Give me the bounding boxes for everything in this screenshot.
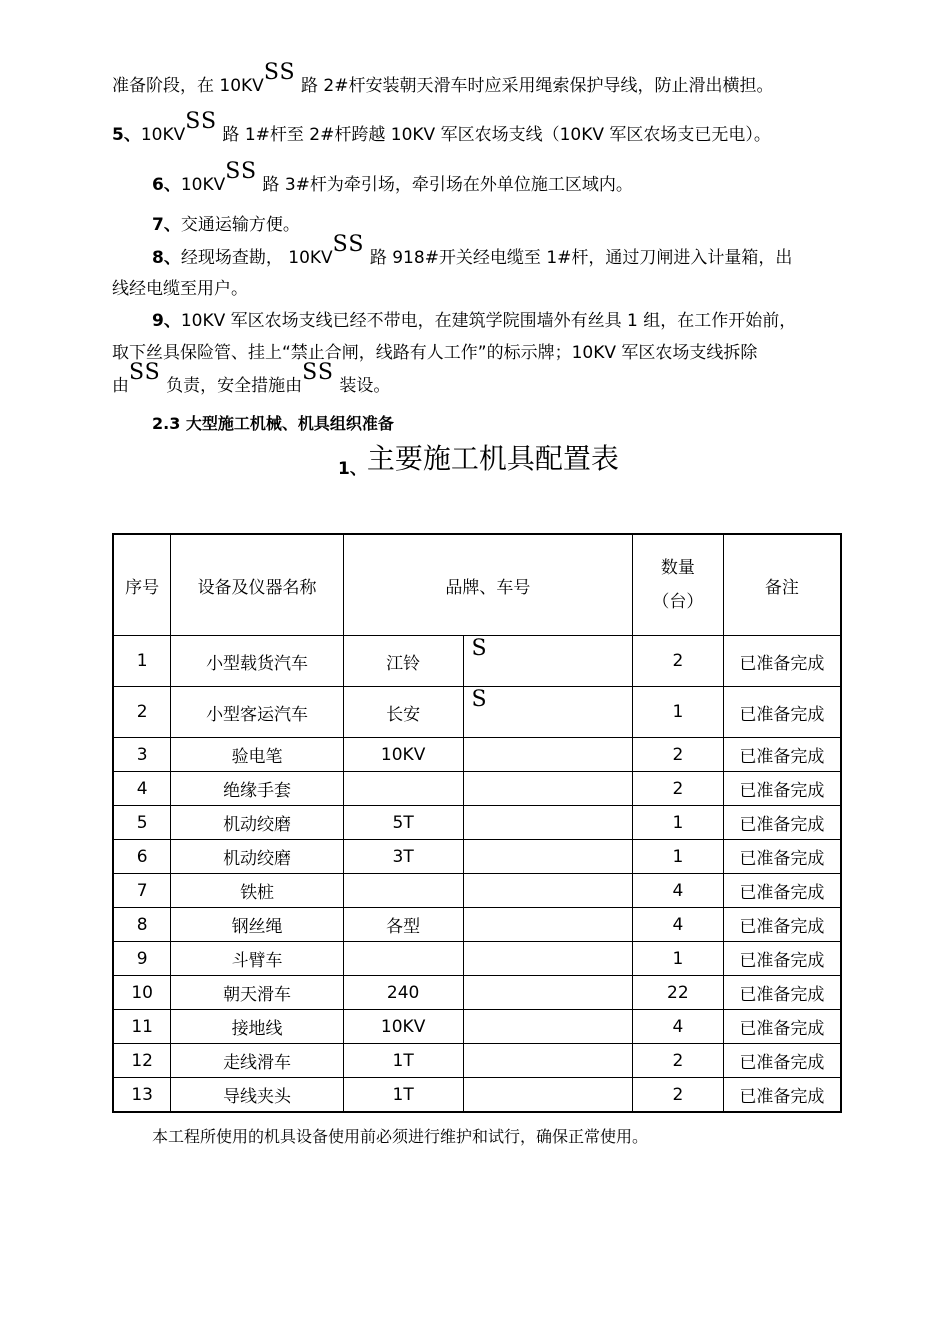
table-title-number: 1、 [338, 459, 367, 479]
cell-note: 已准备完成 [723, 976, 841, 1010]
cell-quantity: 4 [632, 874, 723, 908]
p9-text-c1: 由 [112, 376, 129, 396]
cell-index: 11 [113, 1010, 171, 1044]
header-index: 序号 [113, 534, 171, 636]
cell-name: 验电笔 [171, 738, 343, 772]
table-row [113, 942, 841, 976]
paragraph-6 [152, 159, 633, 196]
paragraph-5 [112, 109, 771, 146]
cell-plate [463, 908, 632, 942]
cell-index: 6 [113, 840, 171, 874]
paragraph-9 [152, 310, 796, 332]
cell-note: 已准备完成 [723, 636, 841, 687]
cell-brand: 1T [343, 1078, 463, 1113]
p9-text-c2: 负责，安全措施由 [160, 376, 303, 396]
cell-index: 9 [113, 942, 171, 976]
p5-text-b: 路 1#杆至 2#杆跨越 10KV 军区农场支线（10KV 军区农场支已无电）。 [217, 125, 771, 145]
cell-note: 已准备完成 [723, 687, 841, 738]
cell-quantity: 4 [632, 908, 723, 942]
cell-quantity: 2 [632, 1078, 723, 1113]
cell-quantity: 2 [632, 636, 723, 687]
p5-number: 5、 [112, 125, 141, 145]
p9-text-b: 取下丝具保险管、挂上“禁止合闸，线路有人工作”的标示牌；10KV 军区农场支线拆除 [112, 343, 758, 363]
cell-plate [463, 1044, 632, 1078]
table-title [338, 437, 619, 477]
cell-name: 斗臂车 [171, 942, 343, 976]
p0-text-a: 准备阶段，在 10KV [112, 76, 264, 96]
p9-text-a: 10KV 军区农场支线已经不带电，在建筑学院围墙外有丝具 1 组，在工作开始前， [180, 311, 797, 331]
cell-quantity: 4 [632, 1010, 723, 1044]
cell-brand: 江铃 [343, 636, 463, 687]
p6-number: 6、 [152, 175, 181, 195]
cell-note: 已准备完成 [723, 1044, 841, 1078]
p9-number: 9、 [152, 311, 181, 331]
table-row [113, 908, 841, 942]
p8-text-b: 路 918#开关经电缆至 1#杆，通过刀闸进入计量箱，出 [364, 248, 793, 268]
cell-name: 机动绞磨 [171, 806, 343, 840]
paragraph-9-line3 [112, 360, 391, 397]
cell-plate [463, 738, 632, 772]
redacted-ss: SS [302, 360, 334, 385]
cell-name: 机动绞磨 [171, 840, 343, 874]
cell-brand: 10KV [343, 738, 463, 772]
cell-brand: 各型 [343, 908, 463, 942]
table-row [113, 772, 841, 806]
cell-note: 已准备完成 [723, 908, 841, 942]
cell-brand [343, 772, 463, 806]
cell-brand [343, 874, 463, 908]
table-row [113, 1078, 841, 1113]
table-row [113, 636, 841, 687]
p7-text: 交通运输方便。 [180, 215, 300, 235]
paragraph-0 [112, 60, 774, 97]
equipment-table [112, 533, 842, 1113]
cell-name: 朝天滑车 [171, 976, 343, 1010]
cell-name: 接地线 [171, 1010, 343, 1044]
cell-note: 已准备完成 [723, 874, 841, 908]
cell-index: 8 [113, 908, 171, 942]
cell-quantity: 22 [632, 976, 723, 1010]
cell-brand: 5T [343, 806, 463, 840]
p0-text-b: 路 2#杆安装朝天滑车时应采用绳索保护导线，防止滑出横担。 [295, 76, 774, 96]
cell-quantity: 2 [632, 772, 723, 806]
table-header-row [113, 534, 841, 636]
cell-note: 已准备完成 [723, 806, 841, 840]
cell-name: 小型载货汽车 [171, 636, 343, 687]
table-row [113, 976, 841, 1010]
redacted-ss: SS [332, 232, 365, 257]
cell-plate [463, 976, 632, 1010]
cell-plate: S [463, 687, 632, 738]
redacted-ss: SS [225, 159, 258, 184]
cell-name: 钢丝绳 [171, 908, 343, 942]
cell-plate [463, 806, 632, 840]
cell-name: 铁桩 [171, 874, 343, 908]
header-name: 设备及仪器名称 [171, 534, 343, 636]
cell-plate [463, 1010, 632, 1044]
paragraph-8-cont [112, 278, 248, 300]
cell-index: 10 [113, 976, 171, 1010]
cell-brand: 1T [343, 1044, 463, 1078]
cell-brand: 240 [343, 976, 463, 1010]
cell-plate [463, 772, 632, 806]
cell-name: 绝缘手套 [171, 772, 343, 806]
cell-note: 已准备完成 [723, 1010, 841, 1044]
table-row [113, 1044, 841, 1078]
table-row [113, 1010, 841, 1044]
header-quantity-top: 数量 [660, 558, 695, 578]
cell-note: 已准备完成 [723, 840, 841, 874]
cell-quantity: 1 [632, 942, 723, 976]
cell-index: 7 [113, 874, 171, 908]
cell-brand: 3T [343, 840, 463, 874]
p6-text-a: 10KV [180, 175, 226, 195]
table-row [113, 738, 841, 772]
table-row [113, 874, 841, 908]
table-body [113, 636, 841, 1113]
paragraph-9-line2 [112, 342, 757, 364]
cell-quantity: 1 [632, 687, 723, 738]
cell-quantity: 1 [632, 840, 723, 874]
cell-note: 已准备完成 [723, 738, 841, 772]
cell-name: 小型客运汽车 [171, 687, 343, 738]
cell-index: 13 [113, 1078, 171, 1113]
table-row [113, 687, 841, 738]
p7-number: 7、 [152, 215, 181, 235]
table-row [113, 806, 841, 840]
cell-quantity: 2 [632, 1044, 723, 1078]
p6-text-b: 路 3#杆为牵引场，牵引场在外单位施工区域内。 [257, 175, 633, 195]
cell-brand: 长安 [343, 687, 463, 738]
cell-note: 已准备完成 [723, 1078, 841, 1113]
paragraph-8 [152, 232, 793, 269]
cell-index: 2 [113, 687, 171, 738]
p5-text-a: 10KV [140, 125, 186, 145]
section-heading: 2.3 大型施工机械、机具组织准备 [152, 414, 394, 433]
cell-plate [463, 874, 632, 908]
header-quantity-unit: （台） [652, 592, 704, 612]
header-quantity [632, 534, 723, 636]
cell-note: 已准备完成 [723, 942, 841, 976]
redacted-ss: SS [129, 360, 161, 385]
cell-index: 12 [113, 1044, 171, 1078]
cell-plate [463, 840, 632, 874]
cell-plate [463, 942, 632, 976]
cell-note: 已准备完成 [723, 772, 841, 806]
cell-plate: S [463, 636, 632, 687]
p8-text-a: 经现场查勘， 10KV [180, 248, 333, 268]
header-brand: 品牌、车号 [343, 534, 632, 636]
p9-text-c3: 装设。 [333, 376, 391, 396]
redacted-ss: SS [263, 60, 296, 85]
footnote: 本工程所使用的机具设备使用前必须进行维护和试行，确保正常使用。 [152, 1127, 649, 1146]
cell-name: 导线夹头 [171, 1078, 343, 1113]
cell-index: 1 [113, 636, 171, 687]
p8-number: 8、 [152, 248, 181, 268]
table-title-text: 主要施工机具配置表 [366, 442, 619, 475]
cell-index: 5 [113, 806, 171, 840]
cell-quantity: 2 [632, 738, 723, 772]
cell-brand: 10KV [343, 1010, 463, 1044]
p8-text-c: 线经电缆至用户。 [112, 279, 248, 299]
redacted-ss: SS [185, 109, 218, 134]
header-note: 备注 [723, 534, 841, 636]
cell-brand [343, 942, 463, 976]
paragraph-7 [152, 214, 300, 236]
cell-name: 走线滑车 [171, 1044, 343, 1078]
cell-index: 3 [113, 738, 171, 772]
cell-quantity: 1 [632, 806, 723, 840]
cell-plate [463, 1078, 632, 1113]
table-row [113, 840, 841, 874]
cell-index: 4 [113, 772, 171, 806]
